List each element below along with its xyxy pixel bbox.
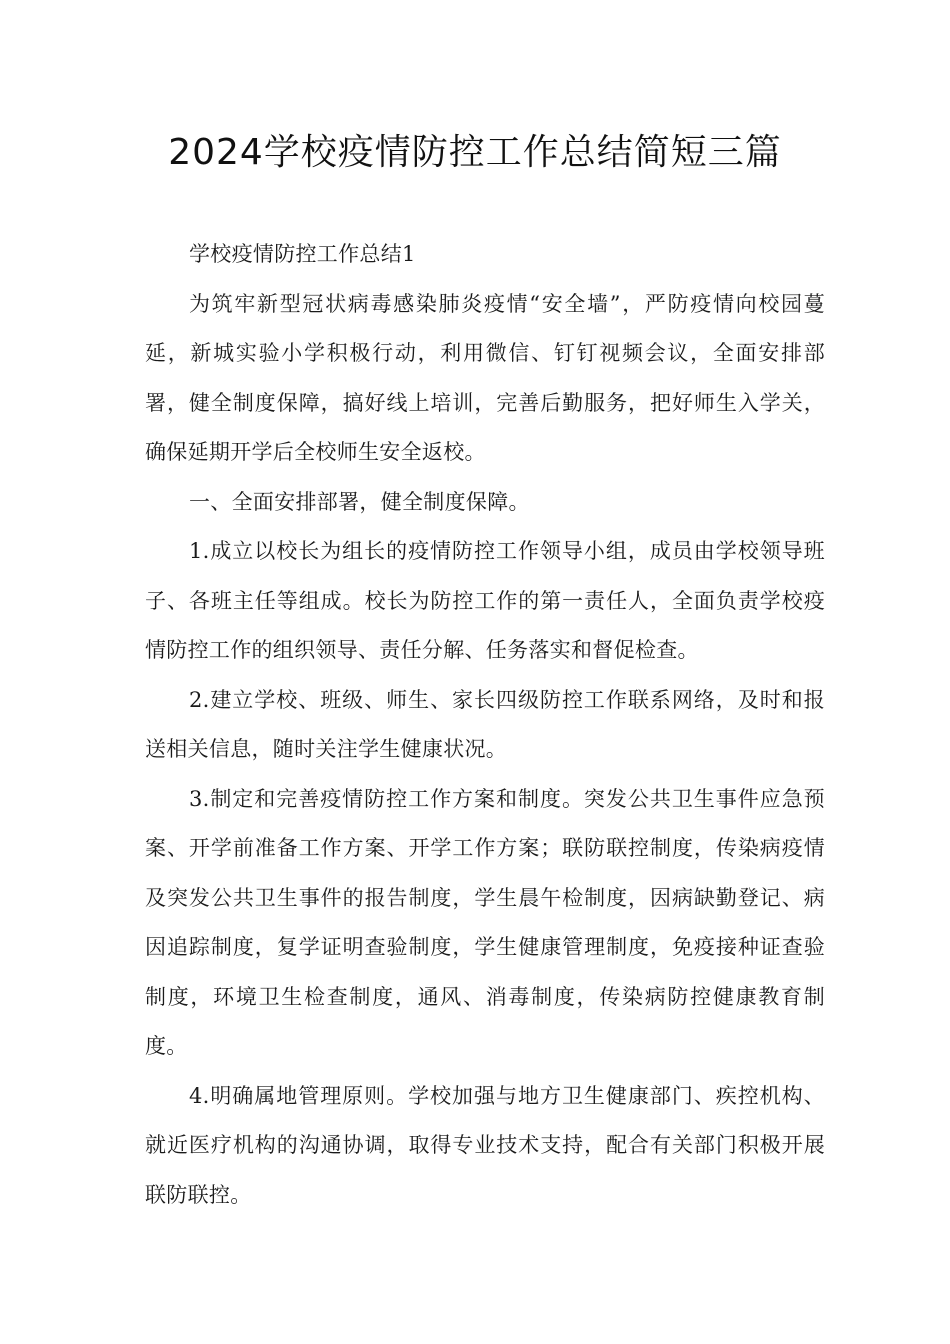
subsection-heading: 一、全面安排部署，健全制度保障。 bbox=[189, 489, 530, 514]
paragraph-item-2: 2.建立学校、班级、师生、家长四级防控工作联系网络，及时和报送相关信息，随时关注学生健康状况。 bbox=[145, 687, 825, 761]
document-body bbox=[145, 230, 825, 1220]
paragraph-item-4: 4.明确属地管理原则。学校加强与地方卫生健康部门、疾控机构、就近医疗机构的沟通协调，取得专业技术支持，配合有关部门积极开展联防联控。 bbox=[145, 1083, 825, 1207]
paragraph-item-3: 3.制定和完善疫情防控工作方案和制度。突发公共卫生事件应急预案、开学前准备工作方案、开学工作方案；联防联控制度，传染病疫情及突发公共卫生事件的报告制度，学生晨午检制度，因病缺勤登记、病因追踪制度，复学证明查验制度，学生健康管理制度，免疫接种证查验制度，环境卫生检查制度，通风、消毒制度，传染病防控健康教育制度。 bbox=[145, 786, 825, 1058]
section-heading: 学校疫情防控工作总结1 bbox=[189, 242, 416, 266]
paragraph-item-1: 1.成立以校长为组长的疫情防控工作领导小组，成员由学校领导班子、各班主任等组成。校长为防控工作的第一责任人，全面负责学校疫情防控工作的组织领导、责任分解、任务落实和督促检查。 bbox=[145, 539, 825, 662]
paragraph-intro: 为筑牢新型冠状病毒感染肺炎疫情“安全墙”，严防疫情向校园蔓延，新城实验小学积极行动，利用微信、钉钉视频会议，全面安排部署，健全制度保障，搞好线上培训，完善后勤服务，把好师生入学关，确保延期开学后全校师生安全返校。 bbox=[145, 291, 825, 464]
document-title: 2024学校疫情防控工作总结简短三篇 bbox=[168, 132, 782, 173]
